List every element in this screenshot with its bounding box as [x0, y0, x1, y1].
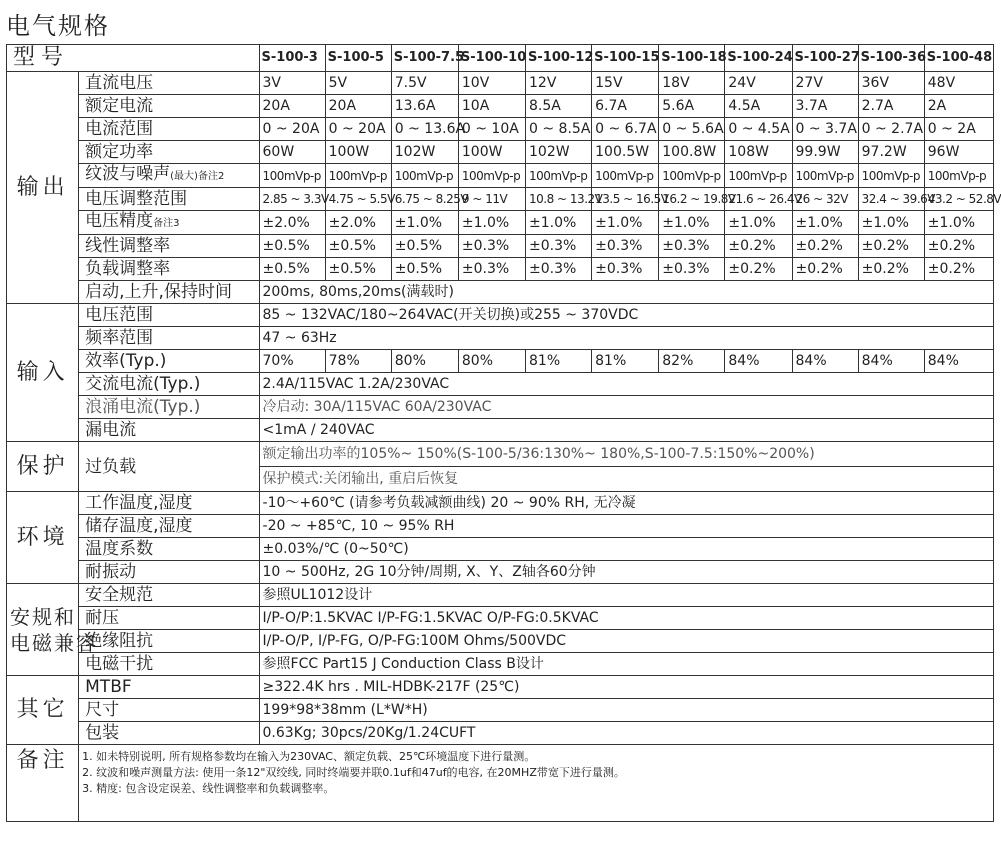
value-cell: ±1.0%	[924, 211, 993, 235]
row-label	[79, 235, 259, 258]
table-row	[7, 235, 994, 258]
value-cell: 8.5A	[526, 95, 592, 118]
value-cell: ±0.2%	[858, 235, 924, 258]
value-cell: 108W	[725, 141, 792, 164]
row-label	[79, 188, 259, 211]
section-safety	[7, 584, 98, 676]
row-label: 储存温度,湿度	[79, 515, 259, 538]
table-row	[7, 676, 994, 699]
row-label-note: 备注3	[153, 218, 180, 229]
page-title: 电气规格	[6, 12, 110, 40]
value-cell: 84%	[725, 350, 792, 373]
value-cell: 36V	[858, 72, 924, 95]
value-cell: 100mVp-p	[325, 164, 391, 188]
notes-cell	[79, 745, 994, 822]
value-cell: 13.5 ~ 16.5V	[592, 188, 659, 211]
value-cell: 47 ~ 63Hz	[259, 327, 993, 350]
value-cell: 0 ~ 4.5A	[725, 118, 792, 141]
row-label: 安全规范	[79, 584, 259, 607]
table-row	[7, 630, 994, 653]
model-name: S-100-3	[259, 45, 325, 72]
row-label-text: 额定功率	[85, 142, 154, 162]
model-name: S-100-15	[592, 45, 659, 72]
row-label-text: 直流电压	[85, 73, 154, 93]
value-cell: ±0.2%	[792, 235, 858, 258]
value-cell: 21.6 ~ 26.4V	[725, 188, 792, 211]
value-cell: ±0.5%	[391, 235, 458, 258]
value-cell: 15V	[592, 72, 659, 95]
value-cell: ±0.3%	[592, 258, 659, 281]
value-cell: 4.5A	[725, 95, 792, 118]
section-safety-line1: 安规和	[10, 604, 76, 629]
value-cell: 20A	[259, 95, 325, 118]
value-cell: ±2.0%	[259, 211, 325, 235]
model-name: S-100-5	[325, 45, 391, 72]
table-row	[7, 419, 994, 442]
row-label: 过负载	[79, 442, 259, 492]
value-cell: 78%	[325, 350, 391, 373]
value-cell: ±1.0%	[858, 211, 924, 235]
value-cell: 99.9W	[792, 141, 858, 164]
value-cell: 0 ~ 2.7A	[858, 118, 924, 141]
model-name: S-100-27	[792, 45, 858, 72]
row-label-text: 线性调整率	[85, 236, 171, 256]
section-input: 输入	[7, 304, 79, 442]
value-cell: 100mVp-p	[592, 164, 659, 188]
value-cell: 100.8W	[659, 141, 725, 164]
value-cell: 100W	[458, 141, 525, 164]
value-cell: ±0.2%	[858, 258, 924, 281]
row-label	[79, 258, 259, 281]
value-cell: 32.4 ~ 39.6V	[858, 188, 924, 211]
note-line: 1. 如未特别说明, 所有规格参数均在输入为230VAC、额定负载、25℃环境温度下进行量测。	[82, 750, 536, 763]
value-cell: 100mVp-p	[259, 164, 325, 188]
value-cell: 80%	[391, 350, 458, 373]
value-cell: ±1.0%	[526, 211, 592, 235]
value-cell: 199*98*38mm (L*W*H)	[259, 699, 993, 722]
table-row	[7, 304, 994, 327]
row-label: 效率(Typ.)	[79, 350, 259, 373]
row-label	[79, 211, 259, 235]
row-label-note: (最大)备注2	[170, 171, 225, 182]
model-label: 型号	[7, 45, 260, 72]
value-cell: 70%	[259, 350, 325, 373]
value-cell: 84%	[858, 350, 924, 373]
value-cell: 2A	[924, 95, 993, 118]
value-cell: ±0.2%	[725, 258, 792, 281]
row-label: 交流电流(Typ.)	[79, 373, 259, 396]
table-row	[7, 373, 994, 396]
table-row	[7, 699, 994, 722]
value-cell: 5V	[325, 72, 391, 95]
value-cell: 0 ~ 20A	[325, 118, 391, 141]
value-cell: 额定输出功率的105%~ 150%(S-100-5/36:130%~ 180%,S-100-7.5:150%~200%)	[259, 442, 993, 467]
row-label	[79, 141, 259, 164]
value-cell: ±0.3%	[659, 258, 725, 281]
table-row	[7, 188, 994, 211]
value-cell: 10A	[458, 95, 525, 118]
value-cell: 100mVp-p	[858, 164, 924, 188]
value-cell: 26 ~ 32V	[792, 188, 858, 211]
model-name: S-100-7.5	[391, 45, 458, 72]
value-cell: 84%	[924, 350, 993, 373]
value-cell: 保护模式:关闭输出, 重启后恢复	[259, 467, 993, 492]
model-name: S-100-10	[458, 45, 525, 72]
value-cell: 43.2 ~ 52.8V	[924, 188, 993, 211]
value-cell: 13.6A	[391, 95, 458, 118]
row-label: 温度系数	[79, 538, 259, 561]
value-cell: 0 ~ 2A	[924, 118, 993, 141]
value-cell: 102W	[391, 141, 458, 164]
table-row	[7, 118, 994, 141]
row-label: 包装	[79, 722, 259, 745]
value-cell: ±0.3%	[458, 235, 525, 258]
value-cell: 10V	[458, 72, 525, 95]
value-cell: 7.5V	[391, 72, 458, 95]
value-cell: ±0.3%	[592, 235, 659, 258]
note-line: 2. 纹波和噪声测量方法: 使用一条12"双绞线, 同时终端要并联0.1uf和47uf的电容, 在20MHZ带宽下进行量测。	[82, 766, 625, 779]
table-row	[7, 492, 994, 515]
value-cell: 2.85 ~ 3.3V	[259, 188, 325, 211]
value-cell: ±0.5%	[325, 258, 391, 281]
row-label-text: 电压调整范围	[85, 189, 188, 209]
table-row	[7, 72, 994, 95]
row-label: 耐压	[79, 607, 259, 630]
value-cell: 12V	[526, 72, 592, 95]
note-line: 3. 精度: 包含设定误差、线性调整率和负载调整率。	[82, 782, 335, 795]
value-cell: 81%	[526, 350, 592, 373]
model-name: S-100-18	[659, 45, 725, 72]
value-cell: 100mVp-p	[924, 164, 993, 188]
row-label: 工作温度,湿度	[79, 492, 259, 515]
table-row	[7, 515, 994, 538]
row-label: MTBF	[79, 676, 259, 699]
table-row	[7, 281, 994, 304]
row-label: 电磁干扰	[79, 653, 259, 676]
section-output: 输出	[7, 72, 79, 304]
row-label	[79, 164, 259, 188]
value-cell: 84%	[792, 350, 858, 373]
value-cell: 3V	[259, 72, 325, 95]
value-cell: 6.7A	[592, 95, 659, 118]
row-label: 漏电流	[79, 419, 259, 442]
table-row	[7, 211, 994, 235]
value-cell: -10～+60℃ (请参考负载减额曲线) 20 ~ 90% RH, 无冷凝	[259, 492, 993, 515]
row-label: 电压范围	[79, 304, 259, 327]
value-cell: 20A	[325, 95, 391, 118]
model-name: S-100-12	[526, 45, 592, 72]
value-cell: 0 ~ 10A	[458, 118, 525, 141]
value-cell: 100mVp-p	[458, 164, 525, 188]
row-label: 绝缘阻抗	[79, 630, 259, 653]
table-row	[7, 442, 994, 467]
row-label-text: 额定电流	[85, 96, 154, 116]
value-cell: 96W	[924, 141, 993, 164]
value-cell: 2.7A	[858, 95, 924, 118]
value-cell: 100.5W	[592, 141, 659, 164]
section-safety-line2: 电磁兼容	[10, 630, 98, 655]
table-row	[7, 722, 994, 745]
value-cell: ±0.5%	[391, 258, 458, 281]
value-cell: I/P-O/P, I/P-FG, O/P-FG:100M Ohms/500VDC	[259, 630, 993, 653]
value-cell: 80%	[458, 350, 525, 373]
value-cell: 10.8 ~ 13.2V	[526, 188, 592, 211]
value-cell: 48V	[924, 72, 993, 95]
value-cell: ±0.2%	[924, 258, 993, 281]
table-row	[7, 607, 994, 630]
value-cell: I/P-O/P:1.5KVAC I/P-FG:1.5KVAC O/P-FG:0.5KVAC	[259, 607, 993, 630]
value-cell: ±0.3%	[526, 258, 592, 281]
value-cell: 0.63Kg; 30pcs/20Kg/1.24CUFT	[259, 722, 993, 745]
value-cell: 0 ~ 5.6A	[659, 118, 725, 141]
value-cell: 6.75 ~ 8.25V	[391, 188, 458, 211]
value-cell: 100mVp-p	[526, 164, 592, 188]
section-others: 其它	[7, 676, 79, 745]
value-cell: 100mVp-p	[792, 164, 858, 188]
row-label-text: 电流范围	[85, 119, 154, 139]
table-row	[7, 538, 994, 561]
table-row	[7, 584, 994, 607]
row-label	[79, 118, 259, 141]
value-cell: ±0.2%	[792, 258, 858, 281]
table-row	[7, 653, 994, 676]
value-cell: 82%	[659, 350, 725, 373]
spec-table	[6, 44, 1001, 822]
value-cell: 81%	[592, 350, 659, 373]
table-row	[7, 95, 994, 118]
section-notes: 备注	[7, 745, 79, 822]
value-cell: ±0.5%	[259, 235, 325, 258]
value-cell: 100mVp-p	[659, 164, 725, 188]
notes-row	[7, 745, 994, 822]
table-row	[7, 327, 994, 350]
row-label-text: 电压精度	[85, 211, 154, 231]
value-cell: 4.75 ~ 5.5V	[325, 188, 391, 211]
value-cell: 16.2 ~ 19.8V	[659, 188, 725, 211]
value-cell: ±0.5%	[325, 235, 391, 258]
table-row	[7, 141, 994, 164]
value-cell: 97.2W	[858, 141, 924, 164]
value-cell: 3.7A	[792, 95, 858, 118]
value-cell: ±1.0%	[592, 211, 659, 235]
row-label: 频率范围	[79, 327, 259, 350]
row-label: 浪涌电流(Typ.)	[79, 396, 259, 419]
table-row	[7, 561, 994, 584]
value-cell: ±0.3%	[526, 235, 592, 258]
value-cell: <1mA / 240VAC	[259, 419, 993, 442]
value-cell: 参照UL1012设计	[259, 584, 993, 607]
header-row	[7, 45, 994, 72]
value-cell: ±0.2%	[924, 235, 993, 258]
value-cell: 200ms, 80ms,20ms(满载时)	[259, 281, 993, 304]
table-row	[7, 258, 994, 281]
value-cell: ±1.0%	[391, 211, 458, 235]
value-cell: 2.4A/115VAC 1.2A/230VAC	[259, 373, 993, 396]
row-label-text: 纹波与噪声	[85, 164, 171, 184]
row-label: 尺寸	[79, 699, 259, 722]
value-cell: ±0.03%/℃ (0~50℃)	[259, 538, 993, 561]
row-label: 耐振动	[79, 561, 259, 584]
value-cell: ≥322.4K hrs . MIL-HDBK-217F (25℃)	[259, 676, 993, 699]
value-cell: 冷启动: 30A/115VAC 60A/230VAC	[259, 396, 993, 419]
model-name: S-100-48	[924, 45, 993, 72]
row-label: 启动,上升,保持时间	[79, 281, 259, 304]
value-cell: 0 ~ 3.7A	[792, 118, 858, 141]
value-cell: 102W	[526, 141, 592, 164]
value-cell: 0 ~ 20A	[259, 118, 325, 141]
section-protection: 保护	[7, 442, 79, 492]
value-cell: ±2.0%	[325, 211, 391, 235]
model-name: S-100-36	[858, 45, 924, 72]
value-cell: 27V	[792, 72, 858, 95]
row-label-text: 负载调整率	[85, 259, 171, 279]
table-row	[7, 164, 994, 188]
value-cell: 0 ~ 6.7A	[592, 118, 659, 141]
value-cell: 0 ~ 8.5A	[526, 118, 592, 141]
value-cell: 5.6A	[659, 95, 725, 118]
value-cell: ±0.5%	[259, 258, 325, 281]
table-row	[7, 350, 994, 373]
value-cell: 85 ~ 132VAC/180~264VAC(开关切换)或255 ~ 370VDC	[259, 304, 993, 327]
row-label	[79, 72, 259, 95]
value-cell: ±1.0%	[659, 211, 725, 235]
value-cell: 9 ~ 11V	[458, 188, 525, 211]
model-name: S-100-24	[725, 45, 792, 72]
value-cell: 100mVp-p	[391, 164, 458, 188]
value-cell: 18V	[659, 72, 725, 95]
value-cell: 24V	[725, 72, 792, 95]
value-cell: -20 ~ +85℃, 10 ~ 95% RH	[259, 515, 993, 538]
value-cell: 10 ~ 500Hz, 2G 10分钟/周期, X、Y、Z轴各60分钟	[259, 561, 993, 584]
row-label	[79, 95, 259, 118]
value-cell: 参照FCC Part15 J Conduction Class B设计	[259, 653, 993, 676]
value-cell: 100W	[325, 141, 391, 164]
value-cell: ±0.3%	[659, 235, 725, 258]
value-cell: ±0.2%	[725, 235, 792, 258]
value-cell: ±1.0%	[792, 211, 858, 235]
value-cell: ±1.0%	[458, 211, 525, 235]
value-cell: ±1.0%	[725, 211, 792, 235]
section-environment: 环境	[7, 492, 79, 584]
value-cell: ±0.3%	[458, 258, 525, 281]
value-cell: 60W	[259, 141, 325, 164]
value-cell: 100mVp-p	[725, 164, 792, 188]
table-row	[7, 396, 994, 419]
value-cell: 0 ~ 13.6A	[391, 118, 458, 141]
